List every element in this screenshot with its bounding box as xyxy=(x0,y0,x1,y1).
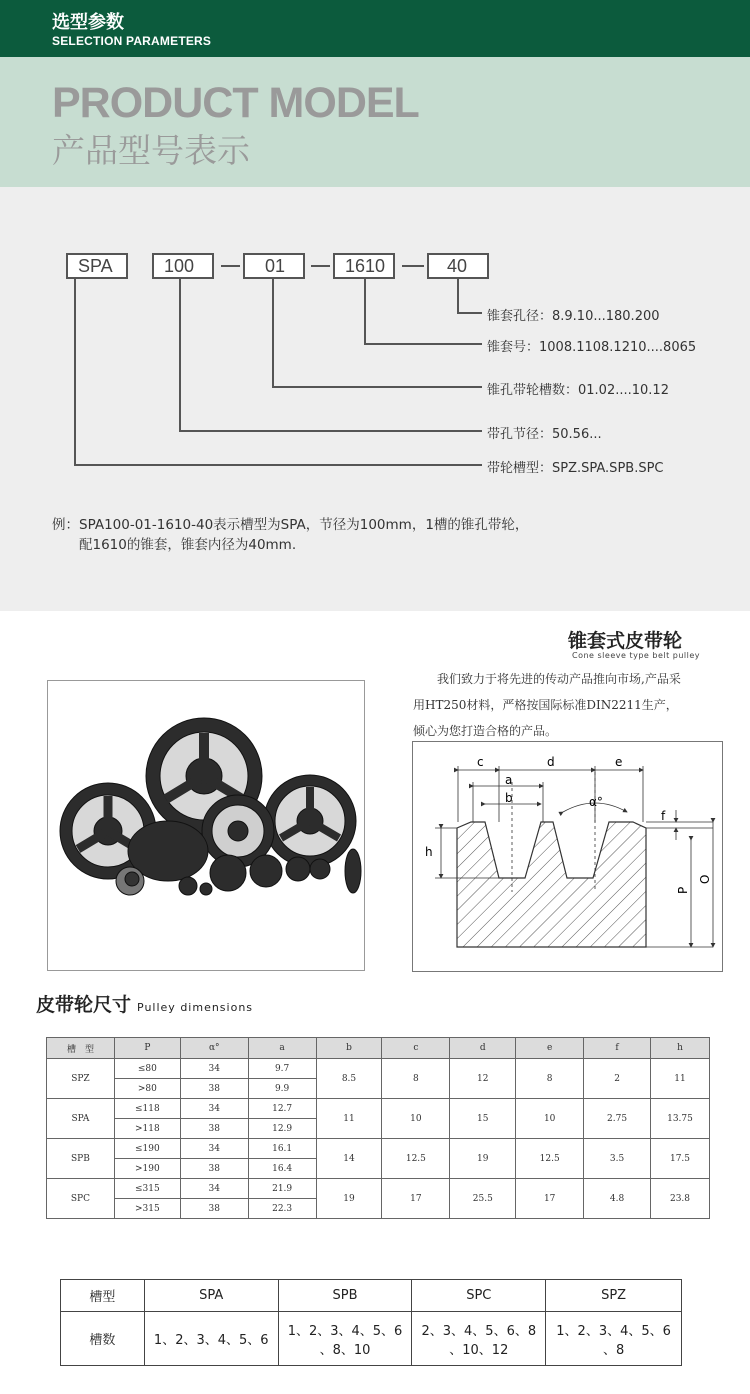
cell-h: 17.5 xyxy=(651,1139,710,1179)
cell-alpha: 38 xyxy=(180,1199,248,1219)
cell-alpha: 38 xyxy=(180,1159,248,1179)
dim-label-d: d xyxy=(547,755,555,769)
cell-type: SPZ xyxy=(47,1059,115,1099)
table-row xyxy=(47,1059,710,1079)
cell-h: 11 xyxy=(651,1059,710,1099)
example-text xyxy=(52,515,528,555)
product-intro-text xyxy=(413,666,725,744)
cell-f: 2.75 xyxy=(584,1099,651,1139)
product-model-title-en: PRODUCT MODEL xyxy=(52,79,419,127)
cell-f: 2 xyxy=(584,1059,651,1099)
groove-cell-line: 、10、12 xyxy=(449,1342,509,1358)
cell-h: 13.75 xyxy=(651,1099,710,1139)
dim-label-e: e xyxy=(615,755,623,769)
col-header: f xyxy=(584,1038,651,1059)
cell-alpha: 34 xyxy=(180,1059,248,1079)
groove-table-header xyxy=(61,1280,682,1312)
label-groove-type: 带轮槽型：SPZ.SPA.SPB.SPC xyxy=(487,461,664,476)
cell-type: SPC xyxy=(47,1179,115,1219)
intro-line-1: 我们致力于将先进的传动产品推向市场,产品采 xyxy=(437,672,681,686)
groove-col-header: SPC xyxy=(412,1280,546,1312)
dimensions-table xyxy=(46,1037,710,1219)
col-header: c xyxy=(382,1038,450,1059)
table-row xyxy=(47,1179,710,1199)
groove-cell-line: 1、2、3、4、5、6 xyxy=(153,1333,269,1348)
cell-p: ≤80 xyxy=(114,1059,180,1079)
col-header: a xyxy=(248,1038,316,1059)
cell-p: ≤118 xyxy=(114,1099,180,1119)
code-box-bore: 40 xyxy=(427,253,489,279)
dimensions-title-en: Pulley dimensions xyxy=(137,1001,254,1014)
cell-b: 14 xyxy=(316,1139,382,1179)
dim-label-o: O xyxy=(698,874,712,884)
cell-p: >80 xyxy=(114,1079,180,1099)
cell-alpha: 34 xyxy=(180,1099,248,1119)
cell-d: 12 xyxy=(450,1059,516,1099)
table-row xyxy=(47,1099,710,1119)
label-bore-diameter: 锥套孔径：8.9.10...180.200 xyxy=(487,309,660,324)
cell-a: 9.7 xyxy=(248,1059,316,1079)
cell-alpha: 38 xyxy=(180,1119,248,1139)
cell-e: 8 xyxy=(516,1059,584,1099)
label-pitch-diameter: 带孔节径：50.56... xyxy=(487,427,602,442)
product-model-banner xyxy=(0,57,750,187)
intro-line-2: 用HT250材料，严格按国际标准DIN2211生产， xyxy=(413,698,678,712)
cell-a: 16.4 xyxy=(248,1159,316,1179)
groove-col-header: SPA xyxy=(144,1280,278,1312)
product-model-title-cn: 产品型号表示 xyxy=(52,131,250,170)
cell-type: SPA xyxy=(47,1099,115,1139)
cell-f: 3.5 xyxy=(584,1139,651,1179)
groove-col-header: SPB xyxy=(278,1280,412,1312)
example-line-1: 例：SPA100-01-1610-40表示槽型为SPA，节径为100mm，1槽的锥孔带轮， xyxy=(52,517,529,533)
dim-label-p: P xyxy=(676,886,690,894)
cell-p: ≤190 xyxy=(114,1139,180,1159)
example-line-2: 配1610的锥套，锥套内径为40mm. xyxy=(79,537,297,553)
dim-label-alpha: α° xyxy=(589,795,603,809)
cell-a: 9.9 xyxy=(248,1079,316,1099)
cell-c: 10 xyxy=(382,1099,450,1139)
pulley-photo xyxy=(47,680,365,971)
cell-d: 25.5 xyxy=(450,1179,516,1219)
cell-f: 4.8 xyxy=(584,1179,651,1219)
cell-e: 17 xyxy=(516,1179,584,1219)
code-box-grooves: 01 xyxy=(243,253,305,279)
label-groove-count: 锥孔带轮槽数：01.02....10.12 xyxy=(487,383,669,398)
cell-e: 12.5 xyxy=(516,1139,584,1179)
header-title-cn: 选型参数 xyxy=(52,12,124,33)
groove-cell-spc xyxy=(412,1312,546,1366)
dimensions-heading xyxy=(36,990,253,1017)
intro-line-3: 倾心为您打造合格的产品。 xyxy=(413,724,558,738)
groove-cell-line: 1、2、3、4、5、6 xyxy=(287,1323,403,1339)
groove-col-header: 槽型 xyxy=(61,1280,145,1312)
product-intro-title: 锥套式皮带轮 xyxy=(568,630,683,652)
cell-p: ≤315 xyxy=(114,1179,180,1199)
cell-a: 16.1 xyxy=(248,1139,316,1159)
cell-alpha: 34 xyxy=(180,1179,248,1199)
dimensions-title: 皮带轮尺寸 xyxy=(36,994,132,1016)
cell-p: >190 xyxy=(114,1159,180,1179)
cell-h: 23.8 xyxy=(651,1179,710,1219)
groove-cell-spz xyxy=(546,1312,682,1366)
dimensions-header-row xyxy=(47,1038,710,1059)
cell-alpha: 38 xyxy=(180,1079,248,1099)
cell-p: >118 xyxy=(114,1119,180,1139)
cell-b: 11 xyxy=(316,1099,382,1139)
groove-row-label: 槽数 xyxy=(61,1312,145,1366)
cell-a: 12.9 xyxy=(248,1119,316,1139)
groove-cell-line: 1、2、3、4、5、6 xyxy=(556,1323,671,1339)
col-header: α° xyxy=(180,1038,248,1059)
cell-d: 15 xyxy=(450,1099,516,1139)
cell-a: 21.9 xyxy=(248,1179,316,1199)
table-row xyxy=(47,1139,710,1159)
col-header: 槽 型 xyxy=(47,1038,115,1059)
cell-type: SPB xyxy=(47,1139,115,1179)
cell-c: 12.5 xyxy=(382,1139,450,1179)
cell-c: 8 xyxy=(382,1059,450,1099)
code-box-type: SPA xyxy=(66,253,128,279)
cell-a: 22.3 xyxy=(248,1199,316,1219)
groove-cell-line: 、8 xyxy=(602,1342,625,1358)
model-code-section xyxy=(0,187,750,611)
product-intro-subtitle: Cone sleeve type belt pulley xyxy=(572,651,701,660)
groove-cell-line: 2、3、4、5、6、8 xyxy=(421,1323,537,1339)
groove-cell-line: 、8、10 xyxy=(319,1342,371,1358)
dim-label-b: b xyxy=(505,791,513,805)
dim-label-f: f xyxy=(661,809,666,823)
cell-d: 19 xyxy=(450,1139,516,1179)
groove-cell-spb xyxy=(278,1312,412,1366)
label-bush-number: 锥套号：1008.1108.1210....8065 xyxy=(487,340,697,355)
header-title-en: SELECTION PARAMETERS xyxy=(52,34,212,48)
dim-label-c: c xyxy=(477,755,484,769)
cell-alpha: 34 xyxy=(180,1139,248,1159)
section-header xyxy=(0,0,750,57)
cell-a: 12.7 xyxy=(248,1099,316,1119)
cell-c: 17 xyxy=(382,1179,450,1219)
cell-b: 8.5 xyxy=(316,1059,382,1099)
col-header: P xyxy=(114,1038,180,1059)
groove-table-row xyxy=(61,1312,682,1366)
dim-label-h: h xyxy=(425,845,433,859)
cell-e: 10 xyxy=(516,1099,584,1139)
col-header: b xyxy=(316,1038,382,1059)
groove-profile-diagram xyxy=(412,741,723,972)
col-header: e xyxy=(516,1038,584,1059)
dim-label-a: a xyxy=(505,773,513,787)
cell-p: >315 xyxy=(114,1199,180,1219)
code-box-bush: 1610 xyxy=(333,253,395,279)
groove-cell-spa xyxy=(144,1312,278,1366)
cell-b: 19 xyxy=(316,1179,382,1219)
groove-col-header: SPZ xyxy=(546,1280,682,1312)
col-header: d xyxy=(450,1038,516,1059)
code-box-diameter: 100 xyxy=(152,253,214,279)
col-header: h xyxy=(651,1038,710,1059)
groove-count-table xyxy=(60,1279,682,1366)
